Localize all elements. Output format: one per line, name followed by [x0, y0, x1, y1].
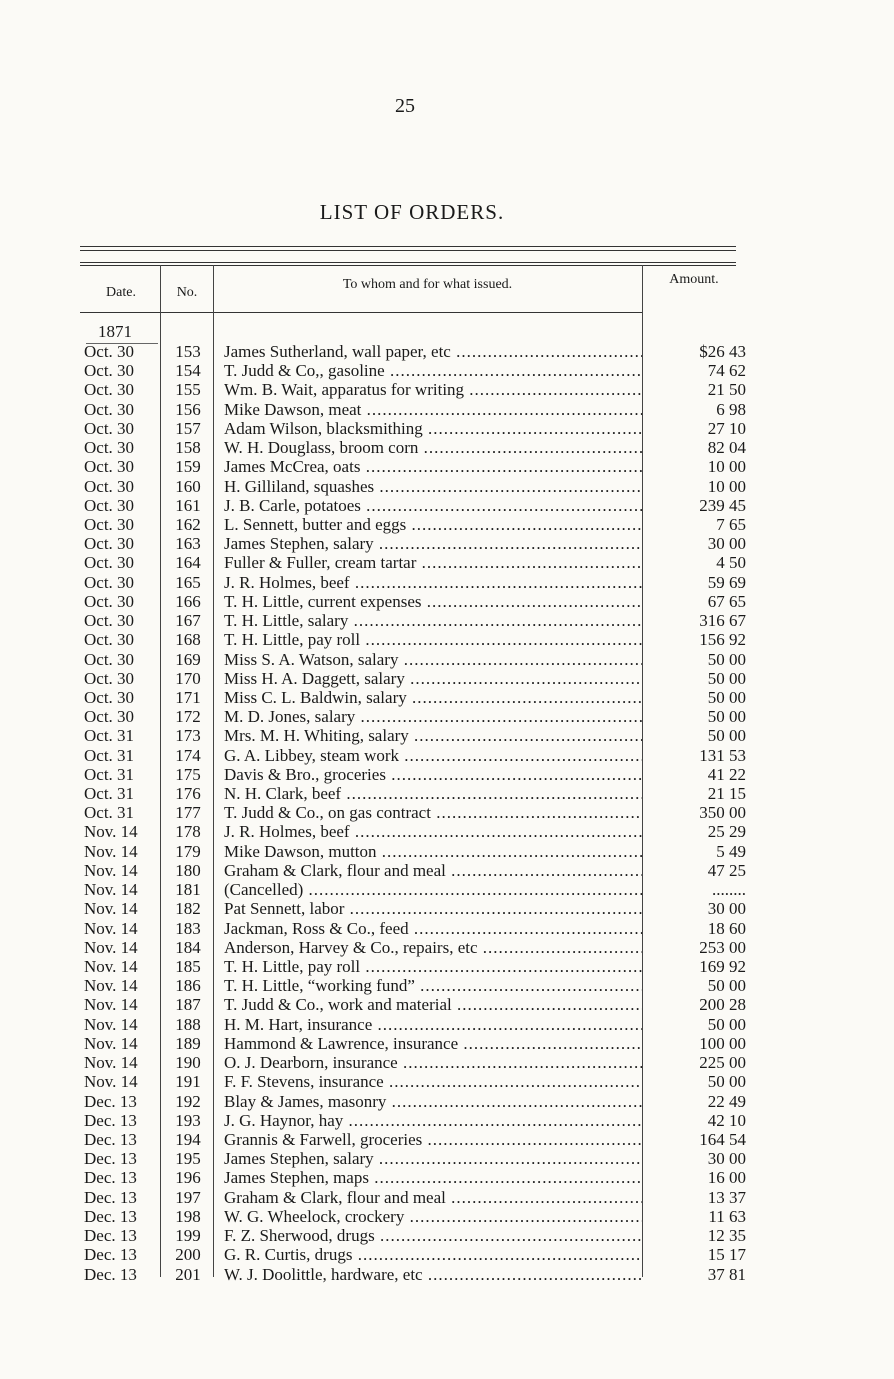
table-row: [0, 1245, 894, 1264]
order-date: Oct. 30: [84, 399, 135, 419]
header-bottom-rule: [80, 312, 642, 313]
order-date: Oct. 30: [84, 514, 135, 534]
order-description: O. J. Dearborn, insurance .....: [224, 1053, 642, 1072]
table-row: [0, 1149, 894, 1168]
order-date: Oct. 30: [84, 495, 135, 515]
table-row: [0, 957, 894, 976]
order-date: Dec. 13: [84, 1149, 137, 1169]
order-amount: 50 00: [707, 726, 746, 746]
table-row: [0, 457, 894, 476]
order-date: Nov. 14: [84, 976, 138, 996]
table-row: [0, 553, 894, 572]
order-date: Nov. 14: [84, 860, 138, 880]
order-description: Hammond & Lawrence, insurance .....: [224, 1034, 642, 1053]
order-description: James Stephen, salary .....: [224, 534, 642, 553]
order-number: 162: [175, 514, 201, 534]
order-amount: 6 98: [716, 399, 746, 419]
table-row: [0, 438, 894, 457]
year-label: 1871: [98, 322, 132, 341]
order-description: F. Z. Sherwood, drugs .....: [224, 1226, 642, 1245]
order-date: Oct. 31: [84, 803, 135, 823]
order-amount: 22 49: [707, 1091, 746, 1111]
order-number: 157: [175, 418, 201, 438]
order-number: 179: [175, 841, 201, 861]
order-date: Oct. 30: [84, 457, 135, 477]
order-date: Oct. 30: [84, 707, 135, 727]
order-description: H. Gilliland, squashes .....: [224, 477, 642, 496]
order-amount: 13 37: [707, 1187, 746, 1207]
order-amount: 27 10: [707, 418, 746, 438]
order-number: 186: [175, 976, 201, 996]
order-amount: 5 49: [716, 841, 746, 861]
order-amount: 10 00: [707, 457, 746, 477]
table-row: [0, 477, 894, 496]
table-row: [0, 534, 894, 553]
table-row: [0, 380, 894, 399]
order-amount: 100 00: [699, 1033, 746, 1053]
order-description: T. Judd & Co,, gasoline .....: [224, 361, 642, 380]
order-number: 164: [175, 553, 201, 573]
header-date: Date.: [106, 285, 136, 300]
order-number: 158: [175, 438, 201, 458]
order-number: 170: [175, 668, 201, 688]
order-date: Oct. 31: [84, 726, 135, 746]
order-amount: 21 15: [707, 784, 746, 804]
order-description: L. Sennett, butter and eggs .....: [224, 515, 642, 534]
order-description: Fuller & Fuller, cream tartar .....: [224, 553, 642, 572]
order-description: N. H. Clark, beef .....: [224, 784, 642, 803]
table-row: [0, 784, 894, 803]
order-number: 200: [175, 1245, 201, 1265]
order-number: 159: [175, 457, 201, 477]
table-row: [0, 995, 894, 1014]
order-date: Nov. 14: [84, 841, 138, 861]
top-rule-4: [80, 265, 736, 266]
order-amount: 10 00: [707, 476, 746, 496]
order-number: 201: [175, 1264, 201, 1284]
order-date: Dec. 13: [84, 1187, 137, 1207]
order-description: J. R. Holmes, beef .....: [224, 573, 642, 592]
order-number: 191: [175, 1072, 201, 1092]
top-rule-2: [80, 250, 736, 251]
order-amount: 15 17: [707, 1245, 746, 1265]
order-amount: 12 35: [707, 1226, 746, 1246]
order-amount: 4 50: [716, 553, 746, 573]
order-number: 156: [175, 399, 201, 419]
order-number: 199: [175, 1226, 201, 1246]
order-date: Oct. 31: [84, 784, 135, 804]
order-date: Nov. 14: [84, 937, 138, 957]
order-number: 183: [175, 918, 201, 938]
order-description: J. B. Carle, potatoes .....: [224, 496, 642, 515]
order-amount: 30 00: [707, 1149, 746, 1169]
header-amount: Amount.: [669, 272, 719, 287]
order-number: 163: [175, 534, 201, 554]
order-number: 160: [175, 476, 201, 496]
table-row: [0, 842, 894, 861]
table-row: [0, 919, 894, 938]
order-description: Graham & Clark, flour and meal .....: [224, 1188, 642, 1207]
order-date: Dec. 13: [84, 1264, 137, 1284]
table-row: [0, 342, 894, 361]
table-row: [0, 765, 894, 784]
order-date: Nov. 14: [84, 957, 138, 976]
order-description: T. Judd & Co., work and material .....: [224, 995, 642, 1014]
order-amount: 50 00: [707, 1072, 746, 1092]
order-amount: ........: [712, 880, 746, 900]
table-row: [0, 976, 894, 995]
order-amount: 50 00: [707, 1014, 746, 1034]
order-number: 180: [175, 860, 201, 880]
order-description: Jackman, Ross & Co., feed .....: [224, 919, 642, 938]
page-title: LIST OF ORDERS.: [319, 200, 505, 224]
order-amount: 50 00: [707, 687, 746, 707]
order-date: Oct. 30: [84, 553, 135, 573]
order-number: 176: [175, 784, 201, 804]
table-row: [0, 630, 894, 649]
order-amount: 42 10: [707, 1110, 746, 1130]
order-number: 194: [175, 1129, 201, 1149]
orders-table-body: [0, 342, 894, 1284]
table-row: [0, 861, 894, 880]
page-number: 25: [395, 95, 415, 117]
order-date: Dec. 13: [84, 1206, 137, 1226]
order-number: 174: [175, 745, 201, 765]
order-date: Oct. 30: [84, 418, 135, 438]
order-description: Anderson, Harvey & Co., repairs, etc .....: [224, 938, 642, 957]
order-description: Grannis & Farwell, groceries .....: [224, 1130, 642, 1149]
order-description: James Stephen, maps .....: [224, 1168, 642, 1187]
order-date: Oct. 30: [84, 361, 135, 381]
table-row: [0, 1053, 894, 1072]
order-date: Dec. 13: [84, 1129, 137, 1149]
order-amount: 30 00: [707, 534, 746, 554]
table-row: [0, 1034, 894, 1053]
table-row: [0, 1072, 894, 1091]
table-row: [0, 822, 894, 841]
order-date: Oct. 30: [84, 380, 135, 400]
table-row: [0, 707, 894, 726]
order-amount: 82 04: [707, 438, 746, 458]
order-description: T. H. Little, “working fund” .....: [224, 976, 642, 995]
order-description: T. Judd & Co., on gas contract .....: [224, 803, 642, 822]
order-number: 193: [175, 1110, 201, 1130]
order-amount: 239 45: [699, 495, 746, 515]
table-row: [0, 1265, 894, 1284]
order-amount: 41 22: [707, 764, 746, 784]
order-amount: 16 00: [707, 1168, 746, 1188]
order-number: 196: [175, 1168, 201, 1188]
order-description: Miss S. A. Watson, salary .....: [224, 650, 642, 669]
table-row: [0, 726, 894, 745]
table-row: [0, 1168, 894, 1187]
order-number: 175: [175, 764, 201, 784]
order-amount: 74 62: [707, 361, 746, 381]
order-date: Nov. 14: [84, 880, 138, 900]
order-number: 155: [175, 380, 201, 400]
order-amount: 131 53: [699, 745, 746, 765]
order-description: (Cancelled) .....: [224, 880, 642, 899]
order-amount: 18 60: [707, 918, 746, 938]
table-row: [0, 880, 894, 899]
order-date: Oct. 30: [84, 534, 135, 554]
order-description: H. M. Hart, insurance .....: [224, 1015, 642, 1034]
order-date: Oct. 30: [84, 687, 135, 707]
order-amount: 225 00: [699, 1053, 746, 1073]
order-description: James Stephen, salary .....: [224, 1149, 642, 1168]
order-amount: 7 65: [716, 514, 746, 534]
order-number: 166: [175, 591, 201, 611]
order-description: Mike Dawson, meat .....: [224, 400, 642, 419]
order-amount: 37 81: [707, 1264, 746, 1284]
order-amount: 200 28: [699, 995, 746, 1015]
table-row: [0, 400, 894, 419]
order-date: Nov. 14: [84, 1014, 138, 1034]
order-date: Oct. 31: [84, 745, 135, 765]
order-number: 181: [175, 880, 201, 900]
order-description: F. F. Stevens, insurance .....: [224, 1072, 642, 1091]
order-description: Adam Wilson, blacksmithing .....: [224, 419, 642, 438]
table-row: [0, 361, 894, 380]
order-date: Nov. 14: [84, 995, 138, 1015]
order-amount: 50 00: [707, 649, 746, 669]
order-description: Blay & James, masonry .....: [224, 1092, 642, 1111]
order-number: 190: [175, 1053, 201, 1073]
header-no: No.: [176, 285, 198, 300]
order-date: Oct. 30: [84, 611, 135, 631]
order-description: Davis & Bro., groceries .....: [224, 765, 642, 784]
header-description: To whom and for what issued.: [342, 277, 513, 292]
order-description: M. D. Jones, salary .....: [224, 707, 642, 726]
order-date: Oct. 30: [84, 668, 135, 688]
table-row: [0, 1111, 894, 1130]
order-number: 184: [175, 937, 201, 957]
order-number: 171: [175, 687, 201, 707]
order-date: Nov. 14: [84, 1072, 138, 1092]
table-row: [0, 669, 894, 688]
table-row: [0, 1130, 894, 1149]
order-number: 197: [175, 1187, 201, 1207]
order-number: 154: [175, 361, 201, 381]
order-description: Mike Dawson, mutton .....: [224, 842, 642, 861]
table-row: [0, 419, 894, 438]
order-amount: 47 25: [707, 860, 746, 880]
order-number: 187: [175, 995, 201, 1015]
order-description: W. H. Douglass, broom corn .....: [224, 438, 642, 457]
order-description: J. G. Haynor, hay .....: [224, 1111, 642, 1130]
order-description: W. G. Wheelock, crockery .....: [224, 1207, 642, 1226]
order-amount: 11 63: [708, 1206, 746, 1226]
order-number: 188: [175, 1014, 201, 1034]
table-row: [0, 803, 894, 822]
order-description: T. H. Little, pay roll .....: [224, 957, 642, 976]
order-description: Mrs. M. H. Whiting, salary .....: [224, 726, 642, 745]
order-description: Pat Sennett, labor .....: [224, 899, 642, 918]
order-number: 172: [175, 707, 201, 727]
order-description: James McCrea, oats .....: [224, 457, 642, 476]
order-number: 192: [175, 1091, 201, 1111]
order-amount: 30 00: [707, 899, 746, 919]
order-date: Oct. 31: [84, 764, 135, 784]
table-row: [0, 1188, 894, 1207]
order-date: Dec. 13: [84, 1091, 137, 1111]
order-number: 198: [175, 1206, 201, 1226]
order-number: 167: [175, 611, 201, 631]
order-description: G. R. Curtis, drugs .....: [224, 1245, 642, 1264]
order-description: T. H. Little, current expenses .....: [224, 592, 642, 611]
order-amount: 25 29: [707, 822, 746, 842]
order-number: 165: [175, 572, 201, 592]
table-row: [0, 1015, 894, 1034]
order-description: Graham & Clark, flour and meal .....: [224, 861, 642, 880]
order-number: 177: [175, 803, 201, 823]
order-number: 185: [175, 957, 201, 976]
table-row: [0, 899, 894, 918]
order-amount: 253 00: [699, 937, 746, 957]
order-number: 189: [175, 1033, 201, 1053]
order-amount: 316 67: [699, 611, 746, 631]
order-description: James Sutherland, wall paper, etc .....: [224, 342, 642, 361]
order-description: T. H. Little, pay roll .....: [224, 630, 642, 649]
order-date: Nov. 14: [84, 1053, 138, 1073]
order-amount: 156 92: [699, 630, 746, 650]
table-row: [0, 496, 894, 515]
table-row: [0, 938, 894, 957]
table-row: [0, 592, 894, 611]
order-number: 153: [175, 342, 201, 361]
order-date: Dec. 13: [84, 1110, 137, 1130]
order-amount: 350 00: [699, 803, 746, 823]
table-row: [0, 1092, 894, 1111]
table-row: [0, 611, 894, 630]
order-date: Dec. 13: [84, 1226, 137, 1246]
order-date: Oct. 30: [84, 476, 135, 496]
table-row: [0, 515, 894, 534]
order-number: 178: [175, 822, 201, 842]
order-amount: 59 69: [707, 572, 746, 592]
top-rule-3: [80, 262, 736, 263]
order-date: Oct. 30: [84, 591, 135, 611]
order-date: Nov. 14: [84, 1033, 138, 1053]
order-description: T. H. Little, salary .....: [224, 611, 642, 630]
order-amount: $26 43: [699, 342, 746, 361]
top-rule: [80, 246, 736, 247]
order-description: J. R. Holmes, beef .....: [224, 822, 642, 841]
order-date: Oct. 30: [84, 342, 135, 361]
order-amount: 67 65: [707, 591, 746, 611]
order-description: W. J. Doolittle, hardware, etc .....: [224, 1265, 642, 1284]
order-date: Nov. 14: [84, 822, 138, 842]
order-amount: 169 92: [699, 957, 746, 976]
table-row: [0, 650, 894, 669]
order-date: Dec. 13: [84, 1168, 137, 1188]
order-number: 169: [175, 649, 201, 669]
order-date: Oct. 30: [84, 649, 135, 669]
table-row: [0, 746, 894, 765]
order-amount: 50 00: [707, 707, 746, 727]
order-description: Wm. B. Wait, apparatus for writing .....: [224, 380, 642, 399]
table-row: [0, 688, 894, 707]
table-row: [0, 1226, 894, 1245]
order-number: 195: [175, 1149, 201, 1169]
order-date: Oct. 30: [84, 572, 135, 592]
table-row: [0, 1207, 894, 1226]
order-amount: 50 00: [707, 976, 746, 996]
order-number: 161: [175, 495, 201, 515]
order-date: Nov. 14: [84, 918, 138, 938]
order-date: Oct. 30: [84, 438, 135, 458]
order-date: Oct. 30: [84, 630, 135, 650]
order-number: 182: [175, 899, 201, 919]
order-number: 168: [175, 630, 201, 650]
order-number: 173: [175, 726, 201, 746]
order-amount: 164 54: [699, 1129, 746, 1149]
order-amount: 50 00: [707, 668, 746, 688]
order-description: Miss H. A. Daggett, salary .....: [224, 669, 642, 688]
order-amount: 21 50: [707, 380, 746, 400]
order-date: Nov. 14: [84, 899, 138, 919]
order-description: G. A. Libbey, steam work .....: [224, 746, 642, 765]
table-row: [0, 573, 894, 592]
order-date: Dec. 13: [84, 1245, 137, 1265]
order-description: Miss C. L. Baldwin, salary .....: [224, 688, 642, 707]
